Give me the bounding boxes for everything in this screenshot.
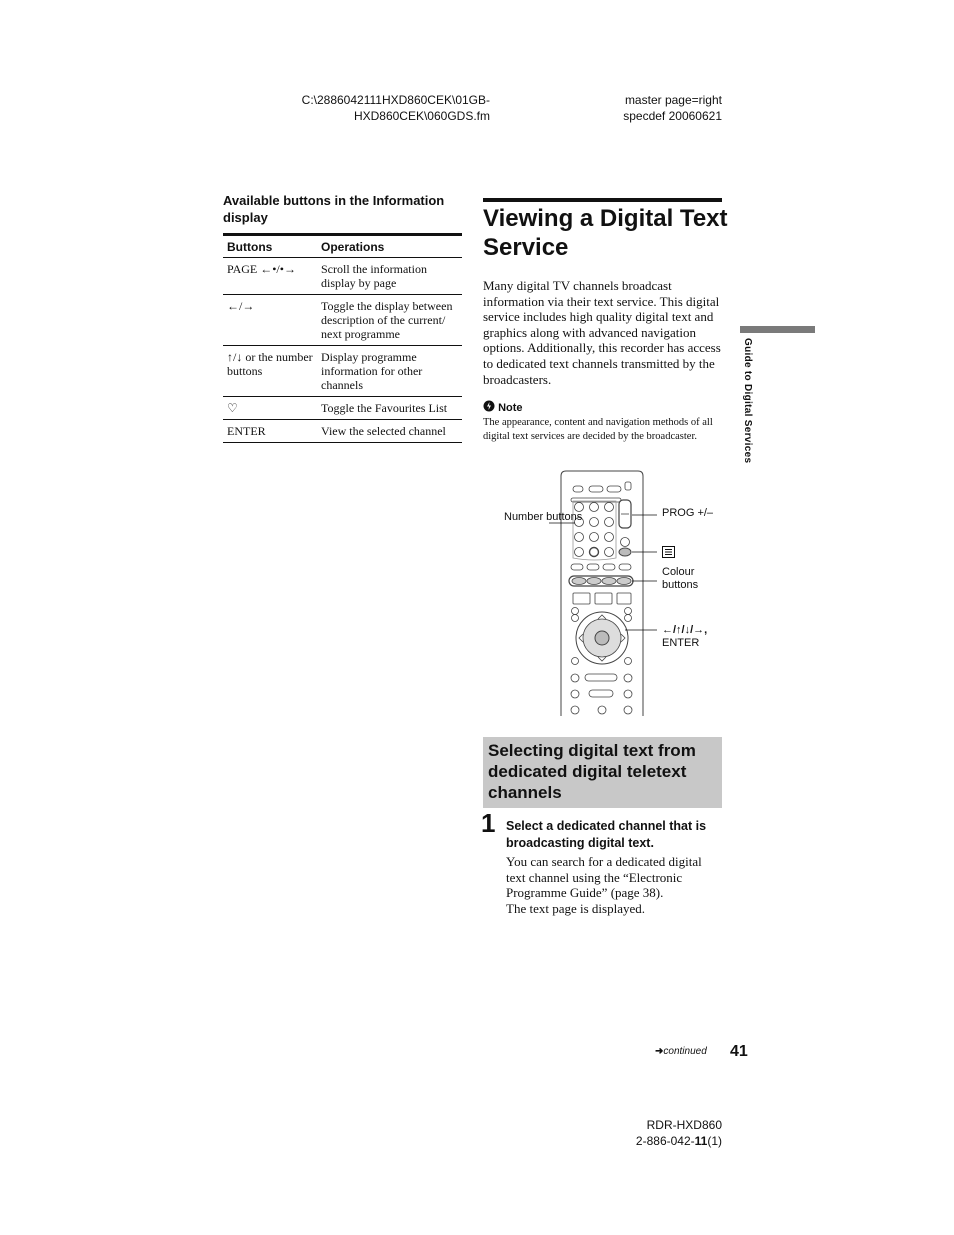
note-heading-label: Note <box>498 402 523 414</box>
step-heading: Select a dedicated channel that is broadcasting digital text. <box>506 819 707 850</box>
table-header-row <box>223 235 462 258</box>
table-cell-operation: Display programme information for other channels <box>317 346 462 397</box>
table-cell-button: ♡ <box>223 397 317 420</box>
table-row <box>223 258 462 295</box>
column-header-operations: Operations <box>317 235 462 258</box>
part-code-bold: 11 <box>694 1134 708 1148</box>
intro-paragraph: Many digital TV channels broadcast information via their text service. This digital service includes high quality digital text and graphics along with advanced navigation options. Additionally, this recorder has access to dedicated text channels transmitted by the broadcasters. <box>483 278 721 387</box>
model-number: RDR-HXD860 <box>646 1118 722 1132</box>
label-enter: ENTER <box>662 637 700 649</box>
table-cell-operation: Toggle the Favourites List <box>317 397 462 420</box>
note-heading <box>483 400 523 414</box>
table-cell-operation: View the selected channel <box>317 420 462 443</box>
page-number: 41 <box>730 1043 748 1060</box>
table-cell-operation: Scroll the information display by page <box>317 258 462 295</box>
table-cell-button: ↑/↓ or the number buttons <box>223 346 317 397</box>
table-row <box>223 346 462 397</box>
part-code-prefix: 2-886-042- <box>635 1134 695 1148</box>
table-subheading: Available buttons in the Information display <box>223 193 445 225</box>
page-title: Viewing a Digital Text Service <box>483 205 728 261</box>
part-code-suffix: (1) <box>707 1134 722 1148</box>
master-page-info <box>612 92 722 124</box>
table-row <box>223 295 462 346</box>
table-row <box>223 397 462 420</box>
step-text <box>506 854 721 916</box>
note-text: The appearance, content and navigation methods of all digital text services are decided by the broadcaster. <box>483 417 713 442</box>
table-row <box>223 420 462 443</box>
table-cell-button: ←/→ <box>223 295 317 346</box>
model-info <box>600 1117 722 1149</box>
continued-label: continued <box>663 1046 707 1057</box>
file-path-line1: C:\2886042111HXD860CEK\01GB- <box>301 93 490 107</box>
continued-arrow-icon: ➜ <box>655 1046 664 1057</box>
label-colour-buttons: Colour buttons <box>662 566 699 591</box>
text-button-icon <box>662 545 675 563</box>
title-rule <box>483 198 722 202</box>
step-text-search: You can search for a dedicated digital text channel using the “Electronic Programme Guide” (page 38). <box>506 854 702 901</box>
side-tab-bar <box>740 326 815 333</box>
table-cell-button: PAGE ←•/•→ <box>223 258 317 295</box>
continued-indicator <box>655 1046 707 1057</box>
table-cell-operation: Toggle the display between description of the current/ next programme <box>317 295 462 346</box>
remote-control-illustration <box>495 468 735 718</box>
table-cell-button: ENTER <box>223 420 317 443</box>
section-title: Selecting digital text from dedicated digital teletext channels <box>488 741 696 802</box>
part-code <box>600 1133 722 1149</box>
step-number: 1 <box>481 808 496 838</box>
step-text-result: The text page is displayed. <box>506 900 645 916</box>
label-prog: PROG +/– <box>662 507 714 519</box>
column-header-buttons: Buttons <box>223 235 317 258</box>
file-path-line2: HXD860CEK\060GDS.fm <box>353 109 490 123</box>
master-page-line: master page=right <box>624 93 722 107</box>
side-tab-label: Guide to Digital Services <box>742 338 753 464</box>
label-number-buttons: Number buttons <box>504 511 583 523</box>
file-path <box>280 92 490 124</box>
label-arrow-buttons: ←/↑/↓/→, <box>662 624 708 636</box>
note-icon <box>483 400 495 412</box>
specdef-line: specdef 20060621 <box>623 109 722 123</box>
buttons-table <box>223 233 462 443</box>
